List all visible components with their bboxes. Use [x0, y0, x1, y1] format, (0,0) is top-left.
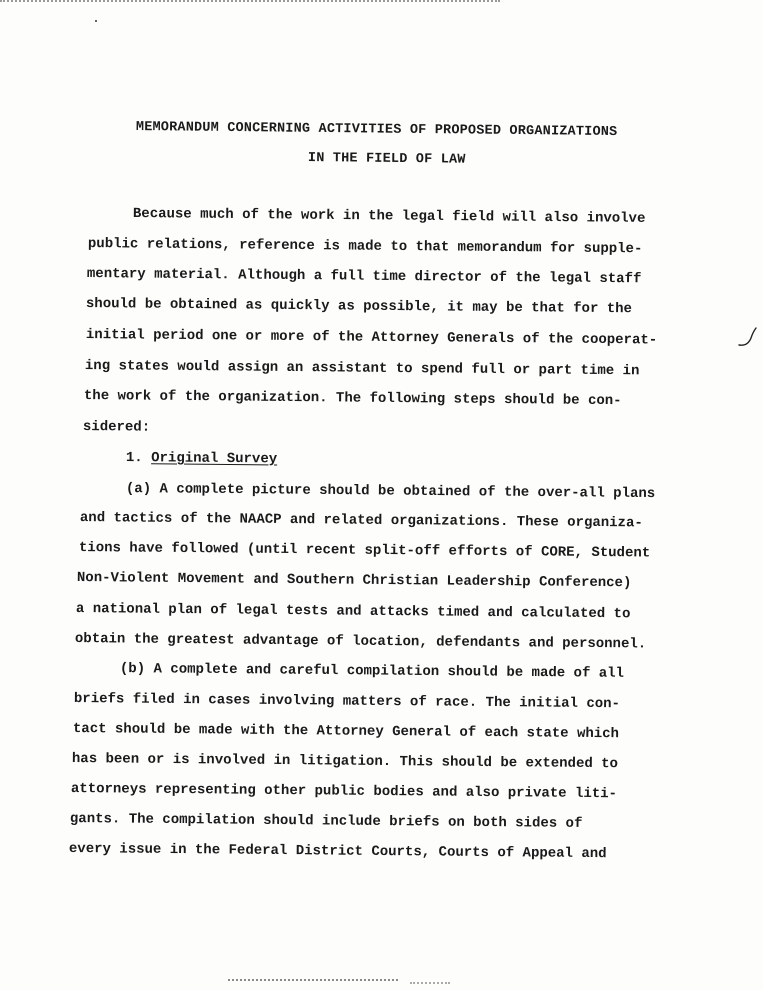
- para-b-line: (b) A complete and careful compilation should be made of all: [119, 661, 625, 682]
- para-b-line: every issue in the Federal District Courts, Courts of Appeal and: [68, 841, 607, 863]
- bottom-dotted-rule: [228, 979, 398, 983]
- para-b-line: has been or is involved in litigation. This should be extended to: [71, 751, 619, 773]
- para-a-line: tions have followed (until recent split-off efforts of CORE, Student: [78, 540, 651, 562]
- para-b-line: briefs filed in cases involving matters of race. The initial con-: [73, 691, 621, 713]
- section-heading-text: Original Survey: [151, 450, 278, 468]
- intro-line: sidered:: [82, 419, 151, 436]
- intro-line: should be obtained as quickly as possible, it may be that for the: [85, 296, 633, 318]
- margin-check-mark: [737, 326, 759, 350]
- para-b-line: attorneys representing other public bodies and also private liti-: [70, 781, 618, 803]
- scan-speck: [95, 20, 97, 22]
- intro-line: public relations, reference is made to that memorandum for supple-: [87, 236, 643, 258]
- para-a-line: (a) A complete picture should be obtained of the over-all plans: [125, 481, 656, 503]
- para-a-line: Non-Violent Movement and Southern Christian Leadership Conference): [76, 570, 632, 592]
- memo-title-line-2: IN THE FIELD OF LAW: [307, 151, 466, 168]
- top-dotted-rule: [0, 0, 500, 4]
- para-b-line: tact should be made with the Attorney General of each state which: [72, 721, 620, 743]
- bottom-dotted-rule-small: [410, 982, 450, 986]
- intro-line: mentary material. Although a full time director of the legal staff: [86, 266, 642, 288]
- intro-line: the work of the organization. The following steps should be con-: [83, 388, 622, 410]
- intro-line: initial period one or more of the Attorney Generals of the cooperat-: [85, 327, 658, 349]
- intro-line: Because much of the work in the legal field will also involve: [132, 206, 646, 227]
- section-heading: [126, 450, 277, 467]
- para-a-line: a national plan of legal tests and attacks timed and calculated to: [75, 601, 631, 623]
- para-a-line: obtain the greatest advantage of location, defendants and personnel.: [74, 631, 647, 653]
- para-b-line: gants. The compilation should include briefs on both sides of: [69, 811, 583, 832]
- para-a-line: and tactics of the NAACP and related organizations. These organiza-: [79, 510, 643, 532]
- memo-title-line-1: MEMORANDUM CONCERNING ACTIVITIES OF PROPOSED ORGANIZATIONS: [135, 120, 618, 141]
- intro-line: ing states would assign an assistant to spend full or part time in: [84, 358, 640, 380]
- section-number: 1.: [125, 450, 143, 467]
